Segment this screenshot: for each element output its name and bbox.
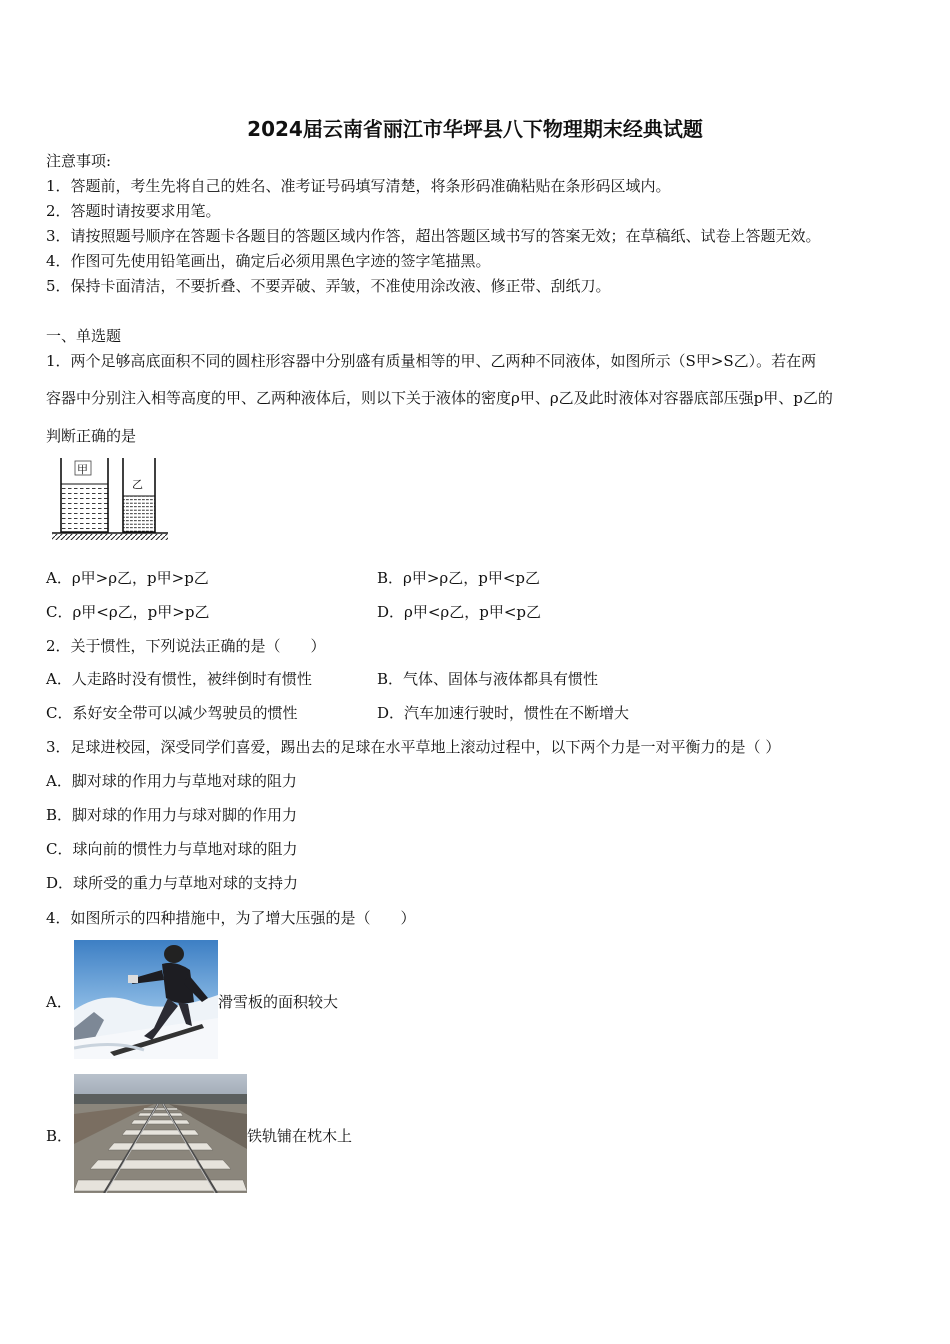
q2-option-d[interactable]: D．汽车加速行驶时，惯性在不断增大 (377, 704, 630, 722)
q4-option-a-text[interactable]: 滑雪板的面积较大 (218, 993, 339, 1011)
q4-option-b-label[interactable]: B． (46, 1127, 73, 1145)
container-yi (123, 458, 155, 532)
q2-option-c[interactable]: C．系好安全带可以减少驾驶员的惯性 (46, 704, 298, 722)
q3-option-b[interactable]: B．脚对球的作用力与球对脚的作用力 (46, 806, 298, 824)
q1-option-c[interactable]: C．ρ甲<ρ乙，p甲>p乙 (46, 603, 210, 621)
q2-stem: 2．关于惯性，下列说法正确的是（ ） (46, 637, 326, 655)
q4-option-a-label[interactable]: A． (46, 993, 72, 1011)
container-label-yi: 乙 (132, 478, 143, 491)
q4-stem: 4．如图所示的四种措施中，为了增大压强的是（ ） (46, 909, 416, 927)
q1-option-d[interactable]: D．ρ甲<ρ乙，p甲<p乙 (377, 603, 542, 621)
section-heading: 一、单选题 (46, 327, 122, 345)
snowboarder-photo (74, 940, 218, 1059)
q3-stem: 3．足球进校园，深受同学们喜爱，踢出去的足球在水平草地上滚动过程中，以下两个力是一对平衡力的是（ ） (46, 738, 781, 756)
ground-hatching (52, 533, 168, 540)
container-label-jia: 甲 (77, 463, 88, 476)
q1-container-diagram (50, 456, 172, 544)
q2-option-a[interactable]: A．人走路时没有惯性，被绊倒时有惯性 (46, 670, 312, 688)
page-title: 2024届云南省丽江市华坪县八下物理期末经典试题 (247, 117, 703, 141)
q1-stem-line-1: 1．两个足够高底面积不同的圆柱形容器中分别盛有质量相等的甲、乙两种不同液体，如图所示（S甲>S乙）。若在两 (46, 352, 817, 370)
notice-heading: 注意事项: (46, 152, 112, 170)
q1-stem-line-2: 容器中分别注入相等高度的甲、乙两种液体后，则以下关于液体的密度ρ甲、ρ乙及此时液体对容器底部压强p甲、p乙的 (46, 389, 833, 407)
q4-option-b-text[interactable]: 铁轨铺在枕木上 (247, 1127, 353, 1145)
q3-option-c[interactable]: C．球向前的惯性力与草地对球的阻力 (46, 840, 298, 858)
q3-option-d[interactable]: D．球所受的重力与草地对球的支持力 (46, 874, 299, 892)
notice-item: 2．答题时请按要求用笔。 (46, 202, 221, 220)
railway-track-photo (74, 1074, 247, 1193)
q3-option-a[interactable]: A．脚对球的作用力与草地对球的阻力 (46, 772, 297, 790)
q1-option-b[interactable]: B．ρ甲>ρ乙，p甲<p乙 (377, 569, 541, 587)
q1-stem-line-3: 判断正确的是 (46, 427, 137, 445)
notice-item: 5．保持卡面清洁，不要折叠、不要弄破、弄皱，不准使用涂改液、修正带、刮纸刀。 (46, 277, 611, 295)
notice-item: 3．请按照题号顺序在答题卡各题目的答题区域内作答，超出答题区域书写的答案无效；在草稿纸、试卷上答题无效。 (46, 227, 821, 245)
notice-item: 1．答题前，考生先将自己的姓名、准考证号码填写清楚，将条形码准确粘贴在条形码区域内。 (46, 177, 671, 195)
notice-item: 4．作图可先使用铅笔画出，确定后必须用黑色字迹的签字笔描黑。 (46, 252, 491, 270)
q2-option-b[interactable]: B．气体、固体与液体都具有惯性 (377, 670, 599, 688)
q1-option-a[interactable]: A．ρ甲>ρ乙，p甲>p乙 (46, 569, 209, 587)
